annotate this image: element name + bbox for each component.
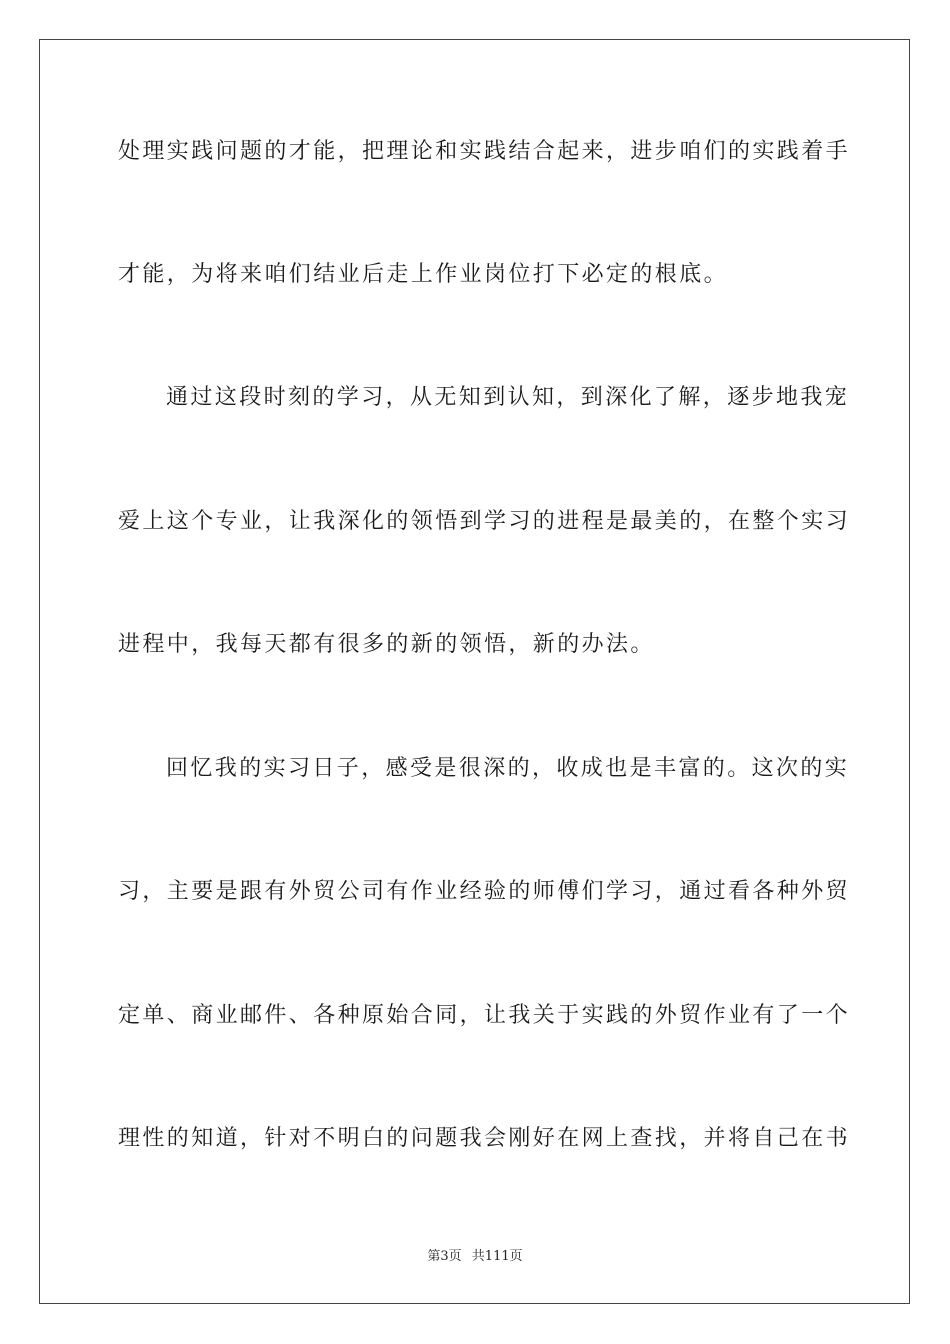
total-pages: 共111页 (471, 1249, 523, 1264)
paragraph-start-line: 通过这段时刻的学习，从无知到认知，到深化了解，逐步地我宠 (166, 385, 850, 410)
page-border (39, 39, 910, 1304)
text-line: 理性的知道，针对不明白的问题我会刚好在网上查找，并将自己在书 (118, 1126, 851, 1151)
text-line: 进程中，我每天都有很多的新的领悟，新的办法。 (118, 632, 655, 657)
page-number: 第3页 (427, 1249, 462, 1264)
text-line: 处理实践问题的才能，把理论和实践结合起来，进步咱们的实践着手 (118, 139, 851, 164)
paragraph-start-line: 回忆我的实习日子，感受是很深的，收成也是丰富的。这次的实 (166, 756, 850, 781)
text-line: 定单、商业邮件、各种原始合同，让我关于实践的外贸作业有了一个 (118, 1003, 851, 1028)
text-line: 习，主要是跟有外贸公司有作业经验的师傅们学习，通过看各种外贸 (118, 879, 851, 904)
page-footer (0, 1248, 950, 1266)
text-line: 爱上这个专业，让我深化的领悟到学习的进程是最美的，在整个实习 (118, 509, 851, 534)
text-line: 才能，为将来咱们结业后走上作业岗位打下必定的根底。 (118, 262, 729, 287)
